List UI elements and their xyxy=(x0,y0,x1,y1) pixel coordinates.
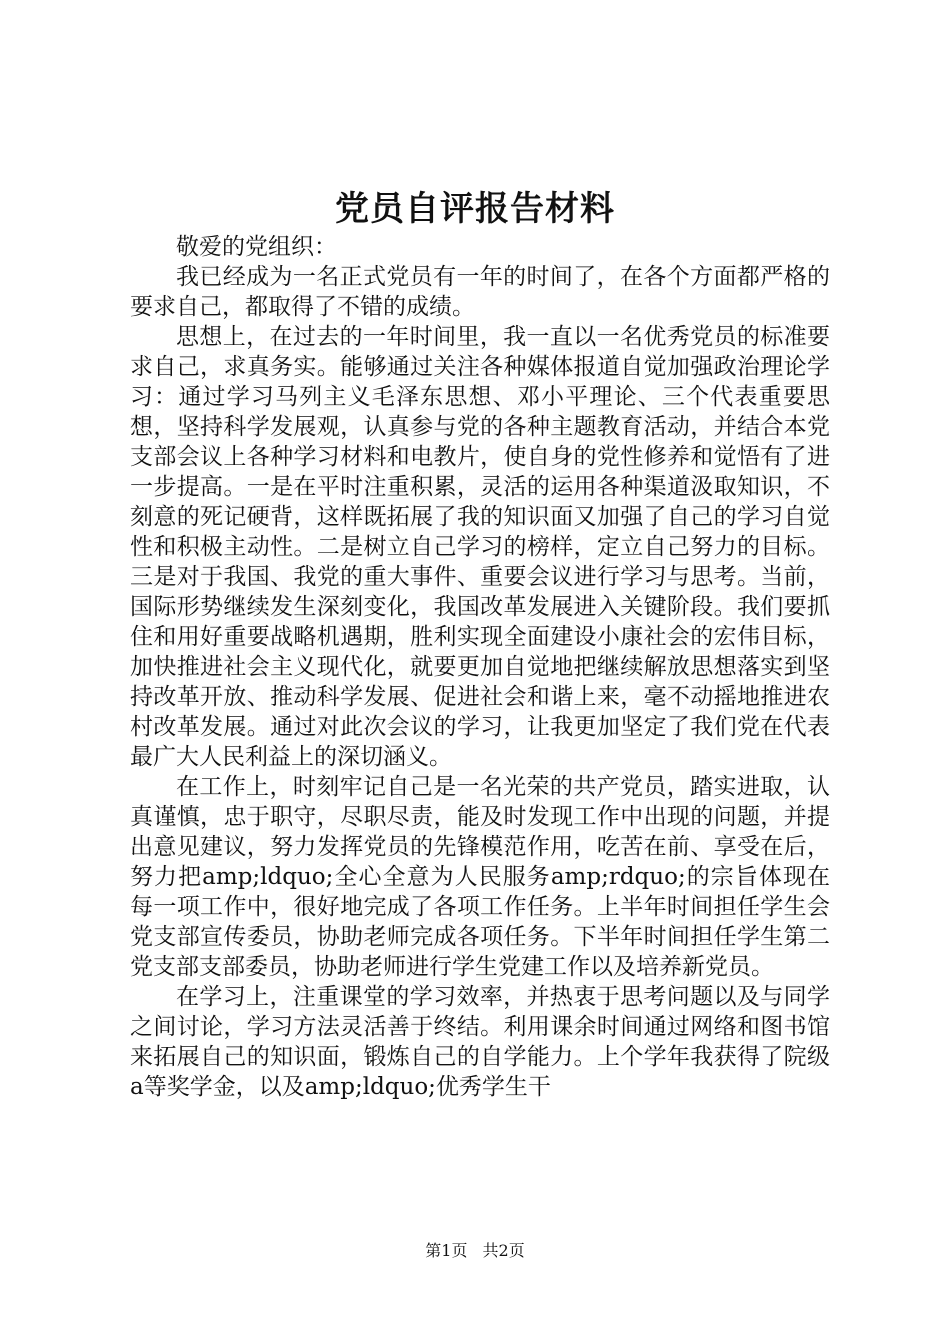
page-footer xyxy=(0,1240,950,1262)
document-body xyxy=(130,232,830,1102)
salutation: 敬爱的党组织： xyxy=(176,234,337,260)
document-title: 党员自评报告材料 xyxy=(335,189,615,229)
page-total: 共2页 xyxy=(482,1241,525,1260)
paragraph-intro: 我已经成为一名正式党员有一年的时间了，在各个方面都严格的要求自己，都取得了不错的成绩。 xyxy=(130,264,830,320)
paragraph-thought: 思想上，在过去的一年时间里，我一直以一名优秀党员的标准要求自己，求真务实。能够通过关注各种媒体报道自觉加强政治理论学习：通过学习马列主义毛泽东思想、邓小平理论、三个代表重要思想，坚持科学发展观，认真参与党的各种主题教育活动，并结合本党支部会议上各种学习材料和电教片，使自身的党性修养和觉悟有了进一步提高。一是在平时注重积累，灵活的运用各种渠道汲取知识，不刻意的死记硬背，这样既拓展了我的知识面又加强了自己的学习自觉性和积极主动性。二是树立自己学习的榜样，定立自己努力的目标。三是对于我国、我党的重大事件、重要会议进行学习与思考。当前，国际形势继续发生深刻变化，我国改革发展进入关键阶段。我们要抓住和用好重要战略机遇期，胜利实现全面建设小康社会的宏伟目标，加快推进社会主义现代化，就要更加自觉地把继续解放思想落实到坚持改革开放、推动科学发展、促进社会和谐上来，毫不动摇地推进农村改革发展。通过对此次会议的学习，让我更加坚定了我们党在代表最广大人民利益上的深切涵义。 xyxy=(130,324,830,770)
paragraph-work: 在工作上，时刻牢记自己是一名光荣的共产党员，踏实进取，认真谨慎，忠于职守，尽职尽责，能及时发现工作中出现的问题，并提出意见建议，努力发挥党员的先锋模范作用，吃苦在前、享受在后，努力把amp;ldquo;全心全意为人民服务amp;rdquo;的宗旨体现在每一项工作中，很好地完成了各项工作任务。上半年时间担任学生会党支部宣传委员，协助老师完成各项任务。下半年时间担任学生第二党支部支部委员，协助老师进行学生党建工作以及培养新党员。 xyxy=(130,774,830,980)
page-number: 第1页 xyxy=(425,1241,468,1260)
paragraph-study: 在学习上，注重课堂的学习效率，并热衷于思考问题以及与同学之间讨论，学习方法灵活善于终结。利用课余时间通过网络和图书馆来拓展自己的知识面，锻炼自己的自学能力。上个学年我获得了院级a等奖学金，以及amp;ldquo;优秀学生干 xyxy=(130,984,830,1100)
